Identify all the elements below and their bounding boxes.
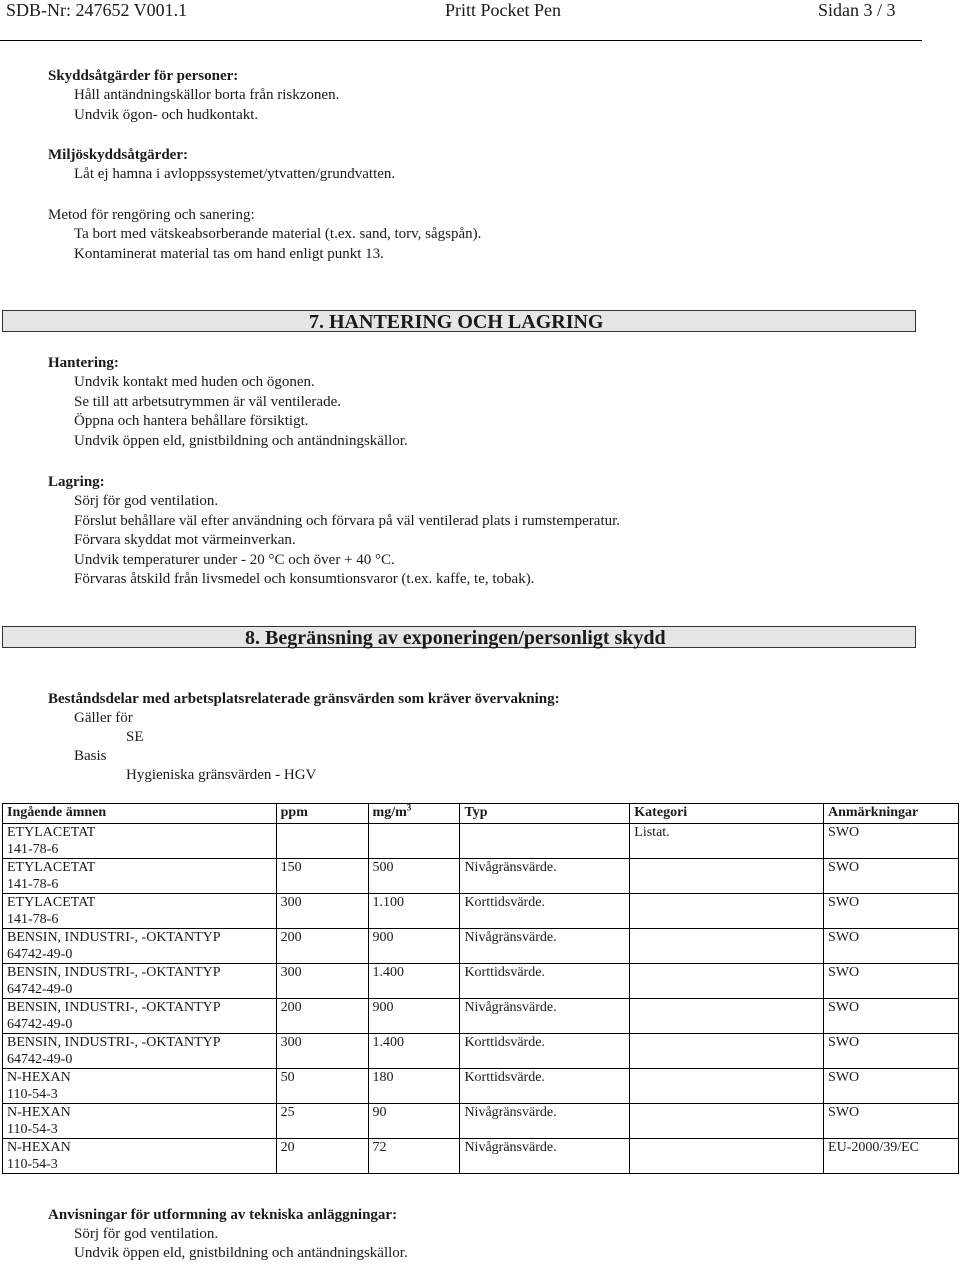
storage-title: Lagring: bbox=[48, 474, 105, 490]
text-line: Undvik ögon- och hudkontakt. bbox=[74, 106, 259, 123]
page-number: Sidan 3 / 3 bbox=[818, 0, 896, 20]
cell-ppm: 200 bbox=[276, 999, 368, 1034]
cell-mgm3: 72 bbox=[368, 1139, 460, 1174]
text-line: Sörj för god ventilation. bbox=[74, 493, 219, 509]
cell-remarks: SWO bbox=[824, 929, 959, 964]
cell-type: Korttidsvärde. bbox=[460, 894, 630, 929]
cas-number: 64742-49-0 bbox=[7, 1017, 73, 1032]
table-row bbox=[3, 1069, 959, 1104]
substance-name: BENSIN, INDUSTRI-, -OKTANTYP bbox=[7, 1035, 221, 1050]
header-divider bbox=[0, 40, 922, 41]
text-line: Se till att arbetsutrymmen är väl ventilerade. bbox=[74, 393, 341, 410]
cell-type: Nivågränsvärde. bbox=[460, 859, 630, 894]
col-header-category: Kategori bbox=[630, 804, 824, 824]
table-row bbox=[3, 1139, 959, 1174]
cell-substance bbox=[3, 999, 277, 1034]
cell-mgm3: 500 bbox=[368, 859, 460, 894]
table-row bbox=[3, 824, 959, 859]
cell-mgm3: 180 bbox=[368, 1069, 460, 1104]
cell-mgm3: 1.400 bbox=[368, 1034, 460, 1069]
cell-substance bbox=[3, 824, 277, 859]
cleanup-methods-title: Metod för rengöring och sanering: bbox=[48, 207, 255, 223]
personal-precautions bbox=[48, 66, 928, 125]
cell-remarks: SWO bbox=[824, 999, 959, 1034]
text-line: Undvik öppen eld, gnistbildning och antändningskällor. bbox=[74, 432, 408, 449]
cell-remarks: SWO bbox=[824, 964, 959, 999]
section-8-title: 8. Begränsning av exponeringen/personligt skydd bbox=[245, 627, 666, 649]
cell-category bbox=[630, 894, 824, 929]
cas-number: 141-78-6 bbox=[7, 842, 59, 857]
sdb-number: SDB-Nr: 247652 V001.1 bbox=[6, 0, 188, 20]
basis-value: Hygieniska gränsvärden - HGV bbox=[126, 767, 317, 783]
cell-category bbox=[630, 859, 824, 894]
text-line: Låt ej hamna i avloppssystemet/ytvatten/grundvatten. bbox=[74, 166, 396, 182]
cell-remarks: SWO bbox=[824, 894, 959, 929]
text-line: Sörj för god ventilation. bbox=[74, 1226, 219, 1242]
basis-label: Basis bbox=[74, 748, 107, 764]
text-line: Förvaras åtskild från livsmedel och konsumtionsvaror (t.ex. kaffe, te, tobak). bbox=[74, 571, 535, 587]
cas-number: 141-78-6 bbox=[7, 912, 59, 927]
cell-category bbox=[630, 929, 824, 964]
cell-type: Korttidsvärde. bbox=[460, 1069, 630, 1104]
cell-ppm: 25 bbox=[276, 1104, 368, 1139]
cell-ppm: 200 bbox=[276, 929, 368, 964]
product-name: Pritt Pocket Pen bbox=[445, 0, 561, 20]
cell-remarks: SWO bbox=[824, 1069, 959, 1104]
cas-number: 110-54-3 bbox=[7, 1087, 58, 1102]
text-line: Kontaminerat material tas om hand enligt punkt 13. bbox=[74, 245, 384, 262]
applies-value: SE bbox=[126, 729, 144, 745]
cell-substance bbox=[3, 1069, 277, 1104]
cell-remarks: EU-2000/39/EC bbox=[824, 1139, 959, 1174]
cell-type: Korttidsvärde. bbox=[460, 1034, 630, 1069]
cas-number: 141-78-6 bbox=[7, 877, 59, 892]
section-7-title: 7. HANTERING OCH LAGRING bbox=[309, 311, 604, 333]
substance-name: ETYLACETAT bbox=[7, 895, 96, 910]
cell-category: Listat. bbox=[630, 824, 824, 859]
components-title: Beståndsdelar med arbetsplatsrelaterade gränsvärden som kräver övervakning: bbox=[48, 691, 560, 707]
substance-name: N-HEXAN bbox=[7, 1105, 71, 1120]
cell-type bbox=[460, 824, 630, 859]
substance-name: N-HEXAN bbox=[7, 1070, 71, 1085]
environmental-precautions bbox=[48, 145, 928, 185]
substance-name: N-HEXAN bbox=[7, 1140, 71, 1155]
text-line: Undvik öppen eld, gnistbildning och antändningskällor. bbox=[74, 1245, 408, 1261]
table-row bbox=[3, 1104, 959, 1139]
engineering-title: Anvisningar för utformning av tekniska anläggningar: bbox=[48, 1207, 398, 1223]
cell-ppm: 150 bbox=[276, 859, 368, 894]
cell-mgm3: 1.400 bbox=[368, 964, 460, 999]
cell-substance bbox=[3, 1034, 277, 1069]
substance-name: BENSIN, INDUSTRI-, -OKTANTYP bbox=[7, 1000, 221, 1015]
personal-precautions-title: Skyddsåtgärder för personer: bbox=[48, 68, 239, 84]
table-row bbox=[3, 929, 959, 964]
cell-remarks: SWO bbox=[824, 824, 959, 859]
cell-category bbox=[630, 1034, 824, 1069]
cell-mgm3: 900 bbox=[368, 929, 460, 964]
exposure-limits-table bbox=[2, 803, 959, 1174]
cell-substance bbox=[3, 1139, 277, 1174]
cell-category bbox=[630, 1104, 824, 1139]
cas-number: 64742-49-0 bbox=[7, 947, 73, 962]
table-row bbox=[3, 999, 959, 1034]
text-line: Håll antändningskällor borta från riskzonen. bbox=[74, 87, 340, 103]
cell-substance bbox=[3, 964, 277, 999]
cell-substance bbox=[3, 1104, 277, 1139]
handling-title: Hantering: bbox=[48, 355, 119, 371]
cell-type: Nivågränsvärde. bbox=[460, 1104, 630, 1139]
applies-label: Gäller för bbox=[74, 710, 133, 726]
substance-name: ETYLACETAT bbox=[7, 825, 96, 840]
text-line: Ta bort med vätskeabsorberande material (t.ex. sand, torv, sågspån). bbox=[74, 226, 482, 242]
col-header-type: Typ bbox=[460, 804, 630, 824]
col-header-mgm3 bbox=[368, 804, 460, 824]
mgm3-label: mg/m bbox=[372, 805, 407, 820]
cas-number: 110-54-3 bbox=[7, 1157, 58, 1172]
cell-substance bbox=[3, 859, 277, 894]
substance-name: ETYLACETAT bbox=[7, 860, 96, 875]
text-line: Undvik kontakt med huden och ögonen. bbox=[74, 374, 315, 390]
cell-mgm3: 1.100 bbox=[368, 894, 460, 929]
text-line: Öppna och hantera behållare försiktigt. bbox=[74, 413, 309, 429]
cell-type: Korttidsvärde. bbox=[460, 964, 630, 999]
col-header-ppm: ppm bbox=[276, 804, 368, 824]
cas-number: 64742-49-0 bbox=[7, 1052, 73, 1067]
cell-substance bbox=[3, 894, 277, 929]
text-line: Undvik temperaturer under - 20 °C och över + 40 °C. bbox=[74, 551, 395, 568]
cell-ppm: 300 bbox=[276, 894, 368, 929]
cell-remarks: SWO bbox=[824, 1034, 959, 1069]
table-row bbox=[3, 894, 959, 929]
substance-name: BENSIN, INDUSTRI-, -OKTANTYP bbox=[7, 930, 221, 945]
table-row bbox=[3, 859, 959, 894]
table-row bbox=[3, 1034, 959, 1069]
cell-category bbox=[630, 964, 824, 999]
cas-number: 64742-49-0 bbox=[7, 982, 73, 997]
cell-ppm: 300 bbox=[276, 1034, 368, 1069]
cell-ppm: 50 bbox=[276, 1069, 368, 1104]
cell-type: Nivågränsvärde. bbox=[460, 999, 630, 1034]
cell-category bbox=[630, 1069, 824, 1104]
cell-substance bbox=[3, 929, 277, 964]
table-header-row bbox=[3, 804, 959, 824]
cell-category bbox=[630, 1139, 824, 1174]
cell-mgm3: 900 bbox=[368, 999, 460, 1034]
cell-remarks: SWO bbox=[824, 859, 959, 894]
col-header-remarks: Anmärkningar bbox=[824, 804, 959, 824]
text-line: Förvara skyddat mot värmeinverkan. bbox=[74, 532, 296, 548]
section-8-band bbox=[2, 626, 916, 648]
cell-remarks: SWO bbox=[824, 1104, 959, 1139]
cell-ppm: 300 bbox=[276, 964, 368, 999]
handling bbox=[48, 353, 928, 451]
cell-ppm: 20 bbox=[276, 1139, 368, 1174]
table-row bbox=[3, 964, 959, 999]
cell-type: Nivågränsvärde. bbox=[460, 1139, 630, 1174]
cell-mgm3: 90 bbox=[368, 1104, 460, 1139]
substance-name: BENSIN, INDUSTRI-, -OKTANTYP bbox=[7, 965, 221, 980]
cell-type: Nivågränsvärde. bbox=[460, 929, 630, 964]
cell-mgm3 bbox=[368, 824, 460, 859]
cell-category bbox=[630, 999, 824, 1034]
section-7-band bbox=[2, 310, 916, 332]
cell-ppm bbox=[276, 824, 368, 859]
cleanup-methods bbox=[48, 205, 928, 264]
storage bbox=[48, 472, 928, 590]
environmental-precautions-title: Miljöskyddsåtgärder: bbox=[48, 147, 188, 163]
mgm3-superscript: 3 bbox=[406, 802, 412, 813]
text-line: Förslut behållare väl efter användning och förvara på väl ventilerad plats i rumstemperatur. bbox=[74, 512, 621, 529]
col-header-substance: Ingående ämnen bbox=[3, 804, 277, 824]
cas-number: 110-54-3 bbox=[7, 1122, 58, 1137]
